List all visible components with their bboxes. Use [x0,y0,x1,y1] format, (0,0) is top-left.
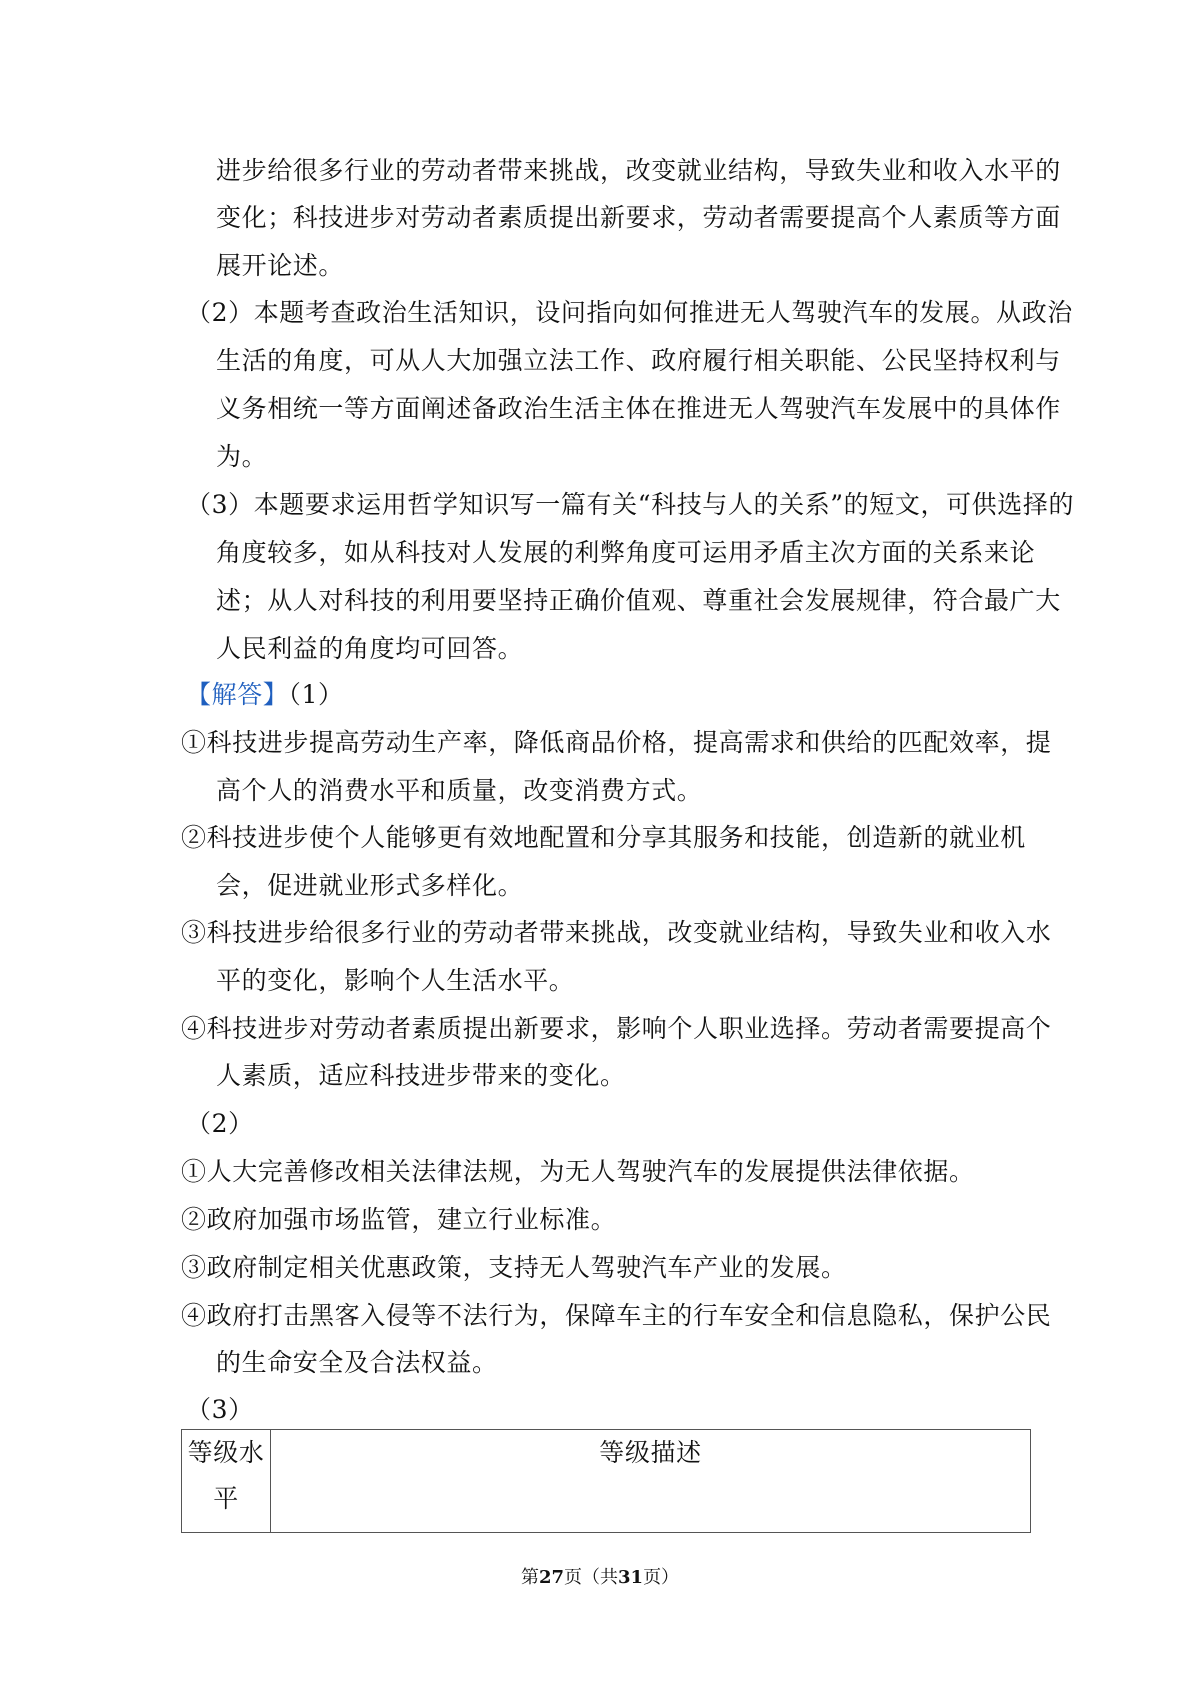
table-header-description: 等级描述 [271,1430,1031,1533]
analysis-p2-line-2: 生活的角度，可从人大加强立法工作、政府履行相关职能、公民坚持权利与 [216,346,1061,375]
analysis-p1-line-3: 展开论述。 [216,251,345,280]
grade-table [181,1429,1031,1533]
answer-label: 【解答】 [186,680,289,709]
table-header-row [182,1430,1031,1533]
answer-part1-line-7: ④科技进步对劳动者素质提出新要求，影响个人职业选择。劳动者需要提高个 [181,1014,1052,1043]
footer-suffix: 页） [643,1567,680,1588]
answer-heading [186,678,344,712]
analysis-p2-line-4: 为。 [216,442,268,471]
footer-mid: 页（共 [564,1567,618,1588]
answer-part2-line-1: ①人大完善修改相关法律法规，为无人驾驶汽车的发展提供法律依据。 [181,1157,975,1186]
analysis-p2-line-1: （2）本题考查政治生活知识，设问指向如何推进无人驾驶汽车的发展。从政治 [186,298,1073,327]
footer-page-number: 27 [538,1567,564,1588]
answer-part1-line-5: ③科技进步给很多行业的劳动者带来挑战，改变就业结构，导致失业和收入水 [181,918,1052,947]
answer-part1-line-1: ①科技进步提高劳动生产率，降低商品价格，提高需求和供给的匹配效率，提 [181,728,1052,757]
answer-part1-label: （1） [288,680,344,709]
analysis-p1-line-1: 进步给很多行业的劳动者带来挑战，改变就业结构，导致失业和收入水平的 [216,156,1061,185]
analysis-p2-line-3: 义务相统一等方面阐述备政治生活主体在推进无人驾驶汽车发展中的具体作 [216,394,1061,423]
table-header-level: 等级水平 [182,1430,271,1533]
analysis-p3-line-3: 述；从人对科技的利用要坚持正确价值观、尊重社会发展规律，符合最广大 [216,586,1061,615]
answer-part3-label: （3） [186,1395,254,1424]
page-footer [0,1566,1200,1590]
analysis-p3-line-1: （3）本题要求运用哲学知识写一篇有关“科技与人的关系”的短文，可供选择的 [186,490,1075,519]
analysis-p1-line-2: 变化；科技进步对劳动者素质提出新要求，劳动者需要提高个人素质等方面 [216,203,1061,232]
answer-part2-line-4: ④政府打击黑客入侵等不法行为，保障车主的行车安全和信息隐私，保护公民 [181,1301,1052,1330]
answer-part2-label: （2） [186,1109,254,1138]
footer-total-pages: 31 [618,1567,644,1588]
answer-part1-line-3: ②科技进步使个人能够更有效地配置和分享其服务和技能，创造新的就业机 [181,823,1026,852]
footer-prefix: 第 [520,1567,539,1588]
answer-part2-line-3: ③政府制定相关优惠政策，支持无人驾驶汽车产业的发展。 [181,1253,847,1282]
answer-part1-line-4: 会，促进就业形式多样化。 [216,871,524,900]
answer-part1-line-6: 平的变化，影响个人生活水平。 [216,966,575,995]
analysis-p3-line-4: 人民利益的角度均可回答。 [216,634,524,663]
analysis-p3-line-2: 角度较多，如从科技对人发展的利弊角度可运用矛盾主次方面的关系来论 [216,538,1036,567]
answer-part1-line-8: 人素质，适应科技进步带来的变化。 [216,1061,626,1090]
answer-part1-line-2: 高个人的消费水平和质量，改变消费方式。 [216,776,703,805]
answer-part2-line-2: ②政府加强市场监管，建立行业标准。 [181,1205,617,1234]
answer-part2-line-5: 的生命安全及合法权益。 [216,1348,498,1377]
